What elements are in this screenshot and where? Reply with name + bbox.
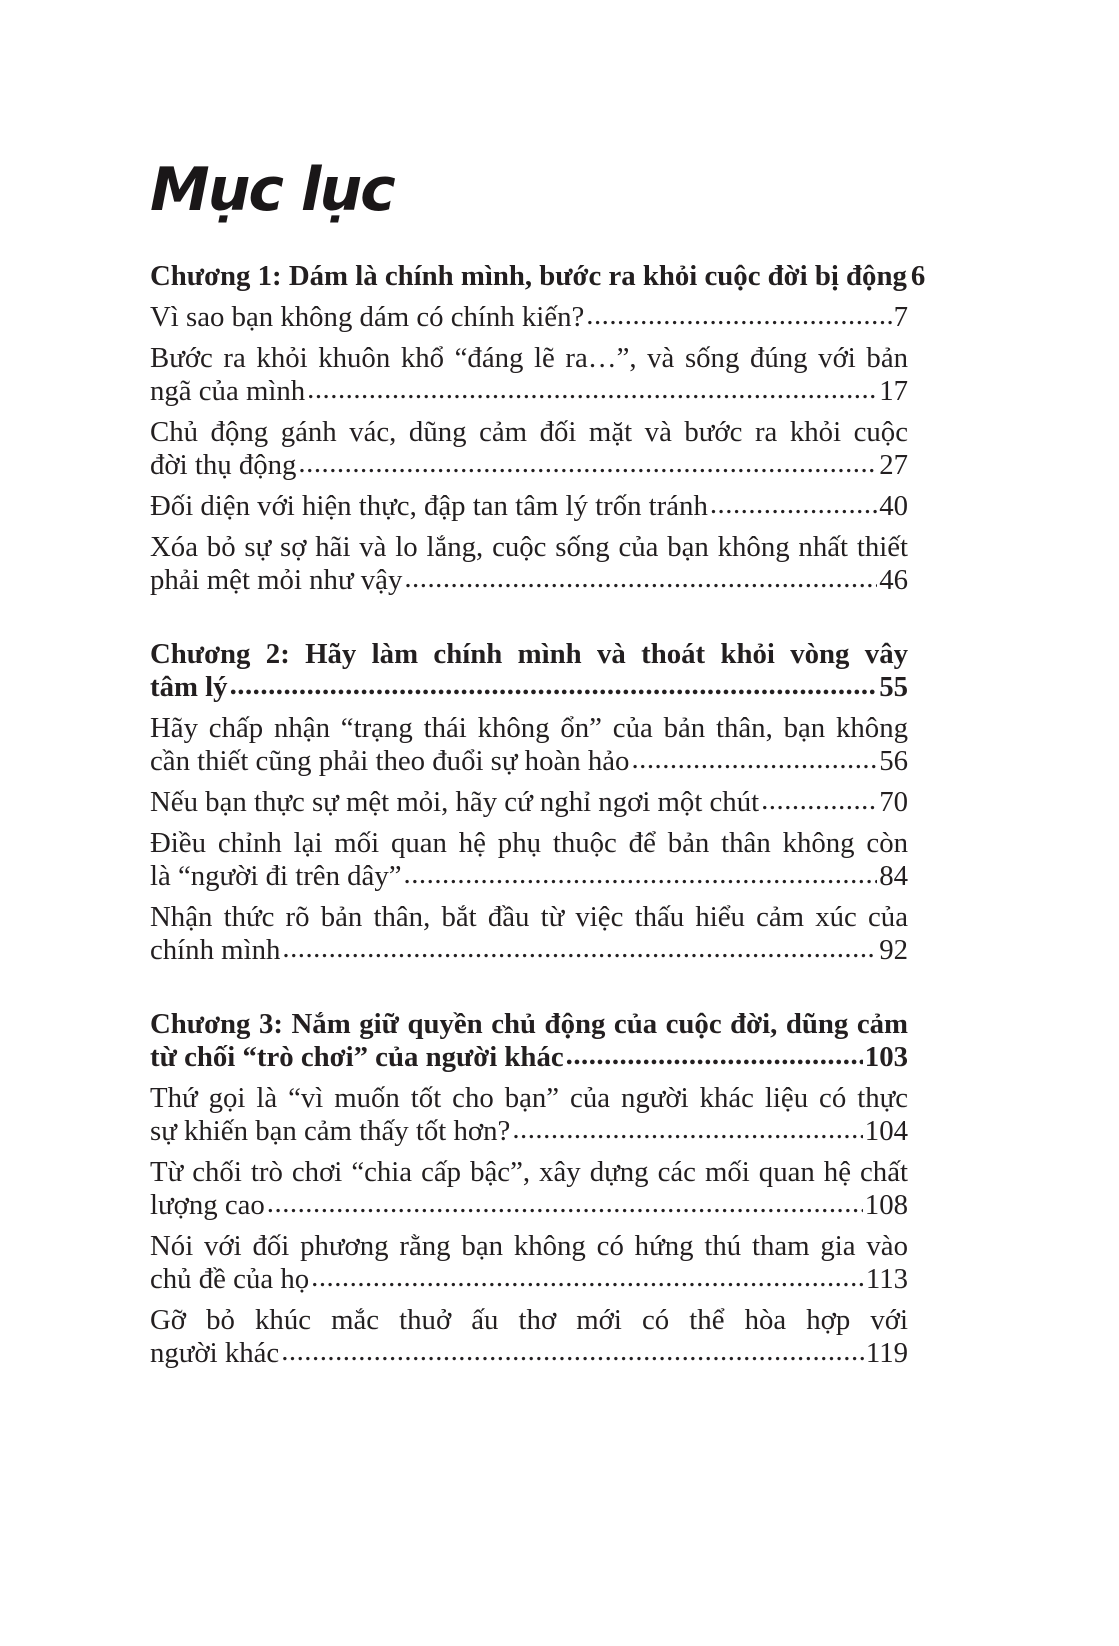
toc-entry <box>150 531 908 597</box>
toc-entry-line: Chương 3: Nắm giữ quyền chủ động của cuộc đời, dũng cảm <box>150 1008 908 1040</box>
dot-leader <box>761 784 877 817</box>
toc-entry <box>150 1304 908 1370</box>
dot-leader <box>404 858 878 891</box>
toc-entry <box>150 827 908 893</box>
toc-entry-last-line <box>150 1337 908 1370</box>
toc-chapter-heading <box>150 638 908 704</box>
dot-leader <box>311 1261 864 1294</box>
toc-page-number: 113 <box>865 1263 908 1295</box>
dot-leader <box>307 373 877 406</box>
toc-entry-last-line <box>150 745 908 778</box>
toc-entry-title: Đối diện với hiện thực, đập tan tâm lý trốn tránh <box>150 490 708 522</box>
toc-entry-line: Xóa bỏ sự sợ hãi và lo lắng, cuộc sống của bạn không nhất thiết <box>150 531 908 563</box>
toc-page-number: 92 <box>879 934 908 966</box>
toc-entry-line: Chương 2: Hãy làm chính mình và thoát khỏi vòng vây <box>150 638 908 670</box>
toc-entry-last-line <box>150 490 908 523</box>
toc-entry-title: tâm lý <box>150 671 228 703</box>
dot-leader <box>512 1113 862 1146</box>
toc-entry <box>150 1230 908 1296</box>
toc-entry-last-line <box>150 1189 908 1222</box>
toc-entry <box>150 1082 908 1148</box>
toc-page-number: 17 <box>879 375 908 407</box>
toc-entry-last-line <box>150 671 908 704</box>
toc-entry-line: Bước ra khỏi khuôn khổ “đáng lẽ ra…”, và sống đúng với bản <box>150 342 908 374</box>
toc-chapter-1 <box>150 260 926 597</box>
toc-entry-last-line <box>150 449 908 482</box>
toc-entry-title: người khác <box>150 1337 280 1369</box>
toc-page-number: 27 <box>879 449 908 481</box>
dot-leader <box>404 562 877 595</box>
toc-entry-last-line <box>150 301 908 334</box>
toc-entry-line: Từ chối trò chơi “chia cấp bậc”, xây dựng các mối quan hệ chất <box>150 1156 908 1188</box>
toc-chapter-2 <box>150 638 908 967</box>
toc-entry <box>150 712 908 778</box>
toc-entry-line: Hãy chấp nhận “trạng thái không ổn” của bản thân, bạn không <box>150 712 908 744</box>
toc-entry <box>150 416 908 482</box>
toc-entry-last-line <box>150 564 908 597</box>
toc-entry-last-line <box>150 1263 908 1296</box>
toc-entry-line: Điều chỉnh lại mối quan hệ phụ thuộc để bản thân không còn <box>150 827 908 859</box>
toc-entry-title: từ chối “trò chơi” của người khác <box>150 1041 564 1073</box>
toc-entry <box>150 1156 908 1222</box>
toc-entry <box>150 901 908 967</box>
toc-entry-title: Vì sao bạn không dám có chính kiến? <box>150 301 585 333</box>
toc-page-number: 103 <box>864 1041 908 1073</box>
toc-page-number: 46 <box>879 564 908 596</box>
toc-entry-title: chủ đề của họ <box>150 1263 310 1295</box>
toc-entry-title: Chương 1: Dám là chính mình, bước ra khỏi cuộc đời bị động <box>150 260 907 292</box>
toc-entry-last-line <box>150 860 908 893</box>
toc-entry-line: Gỡ bỏ khúc mắc thuở ấu thơ mới có thể hòa hợp với <box>150 1304 908 1336</box>
toc-entry-title: sự khiến bạn cảm thấy tốt hơn? <box>150 1115 511 1147</box>
toc-page-number: 55 <box>879 671 908 703</box>
toc-chapter-heading <box>150 1008 908 1074</box>
dot-leader <box>281 1335 864 1368</box>
toc-page-number: 7 <box>893 301 908 333</box>
toc-entry-line: Chủ động gánh vác, dũng cảm đối mặt và bước ra khỏi cuộc <box>150 416 908 448</box>
toc-entry-title: cần thiết cũng phải theo đuổi sự hoàn hảo <box>150 745 630 777</box>
toc-page-number: 84 <box>879 860 908 892</box>
toc-entry <box>150 301 908 334</box>
toc-entry-last-line <box>150 1041 908 1074</box>
table-of-contents <box>150 260 926 1378</box>
toc-entry <box>150 490 908 523</box>
toc-page-number: 56 <box>879 745 908 777</box>
toc-entry-line: Nói với đối phương rằng bạn không có hứng thú tham gia vào <box>150 1230 908 1262</box>
toc-entry-title: phải mệt mỏi như vậy <box>150 564 403 596</box>
toc-chapter-heading <box>150 260 926 293</box>
toc-entry-line: Nhận thức rõ bản thân, bắt đầu từ việc thấu hiểu cảm xúc của <box>150 901 908 933</box>
dot-leader <box>230 669 878 702</box>
toc-entry-title: ngã của mình <box>150 375 306 407</box>
toc-entry-title: Nếu bạn thực sự mệt mỏi, hãy cứ nghỉ ngơi một chút <box>150 786 760 818</box>
toc-entry-title: đời thụ động <box>150 449 297 481</box>
toc-page-number: 6 <box>910 260 926 292</box>
toc-chapter-3 <box>150 1008 908 1370</box>
dot-leader <box>566 1039 863 1072</box>
page-title: Mục lục <box>150 155 394 225</box>
toc-entry <box>150 342 908 408</box>
toc-entry-title: chính mình <box>150 934 281 966</box>
toc-page-number: 70 <box>879 786 908 818</box>
toc-entry-last-line <box>150 934 908 967</box>
toc-page-number: 104 <box>864 1115 908 1147</box>
toc-entry-last-line <box>150 1115 908 1148</box>
dot-leader <box>267 1187 863 1220</box>
toc-entry-last-line <box>150 375 908 408</box>
toc-entry-title: lượng cao <box>150 1189 265 1221</box>
dot-leader <box>298 447 877 480</box>
toc-entry-last-line <box>150 786 908 819</box>
toc-page-number: 40 <box>879 490 908 522</box>
dot-leader <box>710 488 877 521</box>
toc-entry <box>150 786 908 819</box>
dot-leader <box>586 299 891 332</box>
toc-page-number: 119 <box>865 1337 908 1369</box>
toc-entry-line: Thứ gọi là “vì muốn tốt cho bạn” của người khác liệu có thực <box>150 1082 908 1114</box>
toc-page-number: 108 <box>864 1189 908 1221</box>
toc-entry-last-line <box>150 260 926 293</box>
dot-leader <box>282 932 877 965</box>
toc-entry-title: là “người đi trên dây” <box>150 860 402 892</box>
dot-leader <box>631 743 877 776</box>
